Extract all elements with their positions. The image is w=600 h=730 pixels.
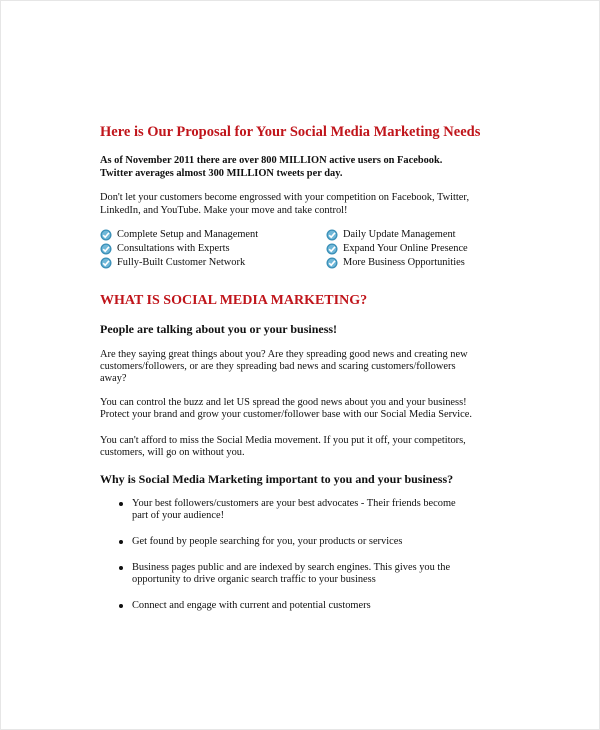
subheading-people-talking: People are talking about you or your business! [100,322,338,336]
lead-statistics [100,154,442,180]
checklist-item: Daily Update Management [326,228,496,241]
lead-line: Twitter averages almost 300 MILLION tweets per day. [100,168,343,179]
checklist-item: More Business Opportunities [326,256,496,269]
benefits-list [100,498,495,626]
intro-paragraph [100,191,495,217]
subheading-why-important: Why is Social Media Marketing important to you and your business? [100,472,454,486]
paragraph: You can control the buzz and let US spread the good news about you and your business! Protect your brand and grow your customer/follower base with our Social Media Service. [100,397,472,420]
checklist-item: Expand Your Online Presence [326,242,496,255]
bullet-icon [119,566,123,570]
bullet-icon [119,502,123,506]
proposal-title: Here is Our Proposal for Your Social Media Marketing Needs [100,124,481,140]
paragraph: You can't afford to miss the Social Media movement. If you put it off, your competitors, customers, will go on without you. [100,435,466,458]
bullet-icon [119,604,123,608]
checkmark-icon [326,243,338,255]
checklist-item: Complete Setup and Management [100,228,326,241]
section-heading: WHAT IS SOCIAL MEDIA MARKETING? [100,293,368,308]
paragraph: Are they saying great things about you? Are they spreading good news and creating new customers/followers, or are they spreading bad news and scaring customers/followers away? [100,349,468,384]
checkmark-icon [326,257,338,269]
checklist-item: Consultations with Experts [100,242,326,255]
intro-line: Don't let your customers become engrossed with your competition on Facebook, Twitter, [100,192,470,203]
bullet-icon [119,540,123,544]
checkmark-icon [100,229,112,241]
list-item: Get found by people searching for you, your products or services [100,536,495,548]
checklist-item: Fully-Built Customer Network [100,256,326,269]
list-item: Connect and engage with current and potential customers [100,600,495,612]
list-item: Business pages public and are indexed by search engines. This gives you the opportunity to drive organic search traffic to your business [100,562,495,586]
checkmark-icon [100,257,112,269]
intro-line: LinkedIn, and YouTube. Make your move and take control! [100,205,348,216]
checkmark-icon [326,229,338,241]
list-item: Your best followers/customers are your best advocates - Their friends become part of your audience! [100,498,495,522]
service-checklist [100,228,495,269]
lead-line: As of November 2011 there are over 800 MILLION active users on Facebook. [100,155,443,166]
checkmark-icon [100,243,112,255]
